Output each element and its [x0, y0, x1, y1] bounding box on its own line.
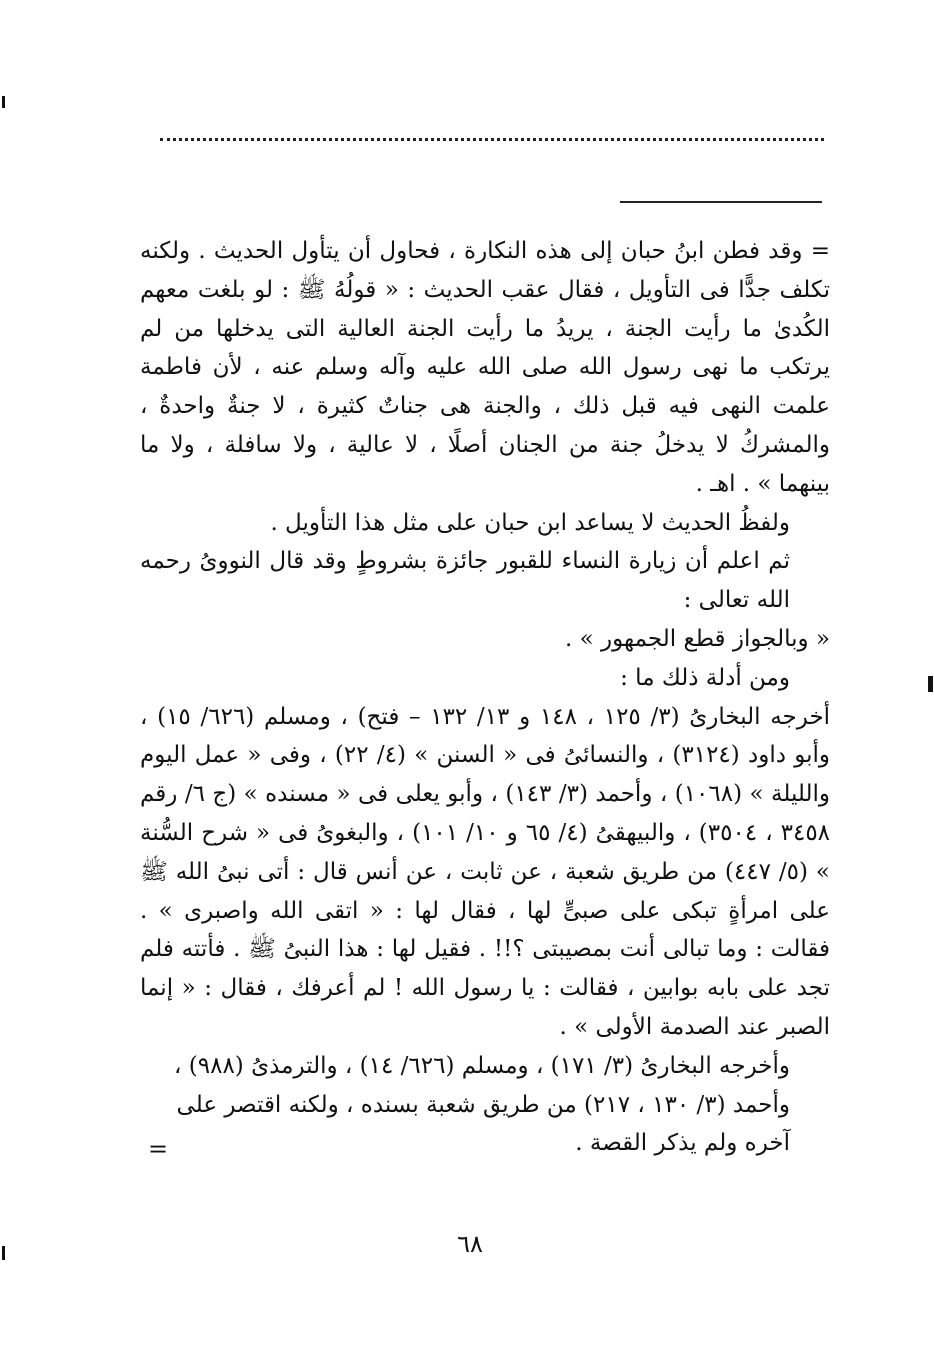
- footnote-text: [140, 232, 830, 1163]
- paragraph-takhrij-1: أخرجه البخارىُ (٣/ ١٢٥ ، ١٤٨ و ١٣/ ١٣٢ – فتح) ، ومسلم (٦٢٦/ ١٥) ، وأبو داود (٣١٢٤) ، والنسائىُ فى « السنن » (٤/ ٢٢) ، وفى « عمل اليوم والليلة » (١٠٦٨) ، وأحمد (٣/ ١٤٣) ، وأبو يعلى فى « مسنده » (ج ٦/ رقم ٣٤٥٨ ، ٣٥٠٤) ، والبيهقىُ (٤/ ٦٥ و ١٠/ ١٠١) ، والبغوىُ فى « شرح السُّنة » (٥/ ٤٤٧) من طريق شعبة ، عن ثابت ، عن أنس قال : أتى نبىُ الله ﷺ على امرأةٍ تبكى على صبىٍّ لها ، فقال لها : « اتقى الله واصبرى » . فقالت : وما تبالى أنت بمصيبتى ؟!! . فقيل لها : هذا النبىُ ﷺ . فأتته فلم تجد على بابه بوابين ، فقالت : يا رسول الله ! لم أعرفك ، فقال : « إنما الصبر عند الصدمة الأولى » .: [140, 703, 831, 1040]
- paragraph-takhrij-2: وأخرجه البخارىُ (٣/ ١٧١) ، ومسلم (٦٢٦/ ١٤) ، والترمذىُ (٩٨٨) ، وأحمد (٣/ ١٣٠ ، ٢١٧) من طريق شعبة بسنده ، ولكنه اقتصر على آخره ولم يذكر القصة .: [174, 1052, 790, 1157]
- paragraph-evidence-intro: ومن أدلة ذلك ما :: [620, 664, 790, 691]
- page-number: ٦٨: [457, 1230, 483, 1258]
- scan-mark: [2, 1246, 5, 1260]
- paragraph-wording: ولفظُ الحديث لا يساعد ابن حبان على مثل هذا التأويل .: [270, 509, 790, 536]
- paragraph-ibn-hibban: = وقد فطن ابنُ حبان إلى هذه النكارة ، فحاول أن يتأول الحديث . ولكنه تكلف جدًّا فى التأويل ، فقال عقب الحديث : « قولُهُ ﷺ : لو بلغت معهم الكُدىٰ ما رأيت الجنة ، يريدُ ما رأيت الجنة العالية التى يدخلها من لم يرتكب ما نهى رسول الله صلى الله عليه وآله وسلم عنه ، لأن فاطمة علمت النهى فيه قبل ذلك ، والجنة هى جناتٌ كثيرة ، لا جنةٌ واحدةٌ ، والمشركُ لا يدخلُ جنة من الجنان أصلًا ، لا عالية ، ولا سافلة ، ولا ما بينهما » . اهـ .: [140, 238, 830, 497]
- paragraph-ruling: ثم اعلم أن زيارة النساء للقبور جائزة بشروطٍ وقد قال النووىُ رحمه الله تعالى :: [140, 548, 790, 614]
- scan-mark: [2, 96, 5, 108]
- continuation-mark: =: [148, 1135, 169, 1163]
- scan-mark: [928, 676, 933, 692]
- dotted-separator: [160, 138, 824, 141]
- footnote-rule: [620, 201, 822, 203]
- paragraph-quote: « وبالجواز قطع الجمهور » .: [565, 625, 830, 652]
